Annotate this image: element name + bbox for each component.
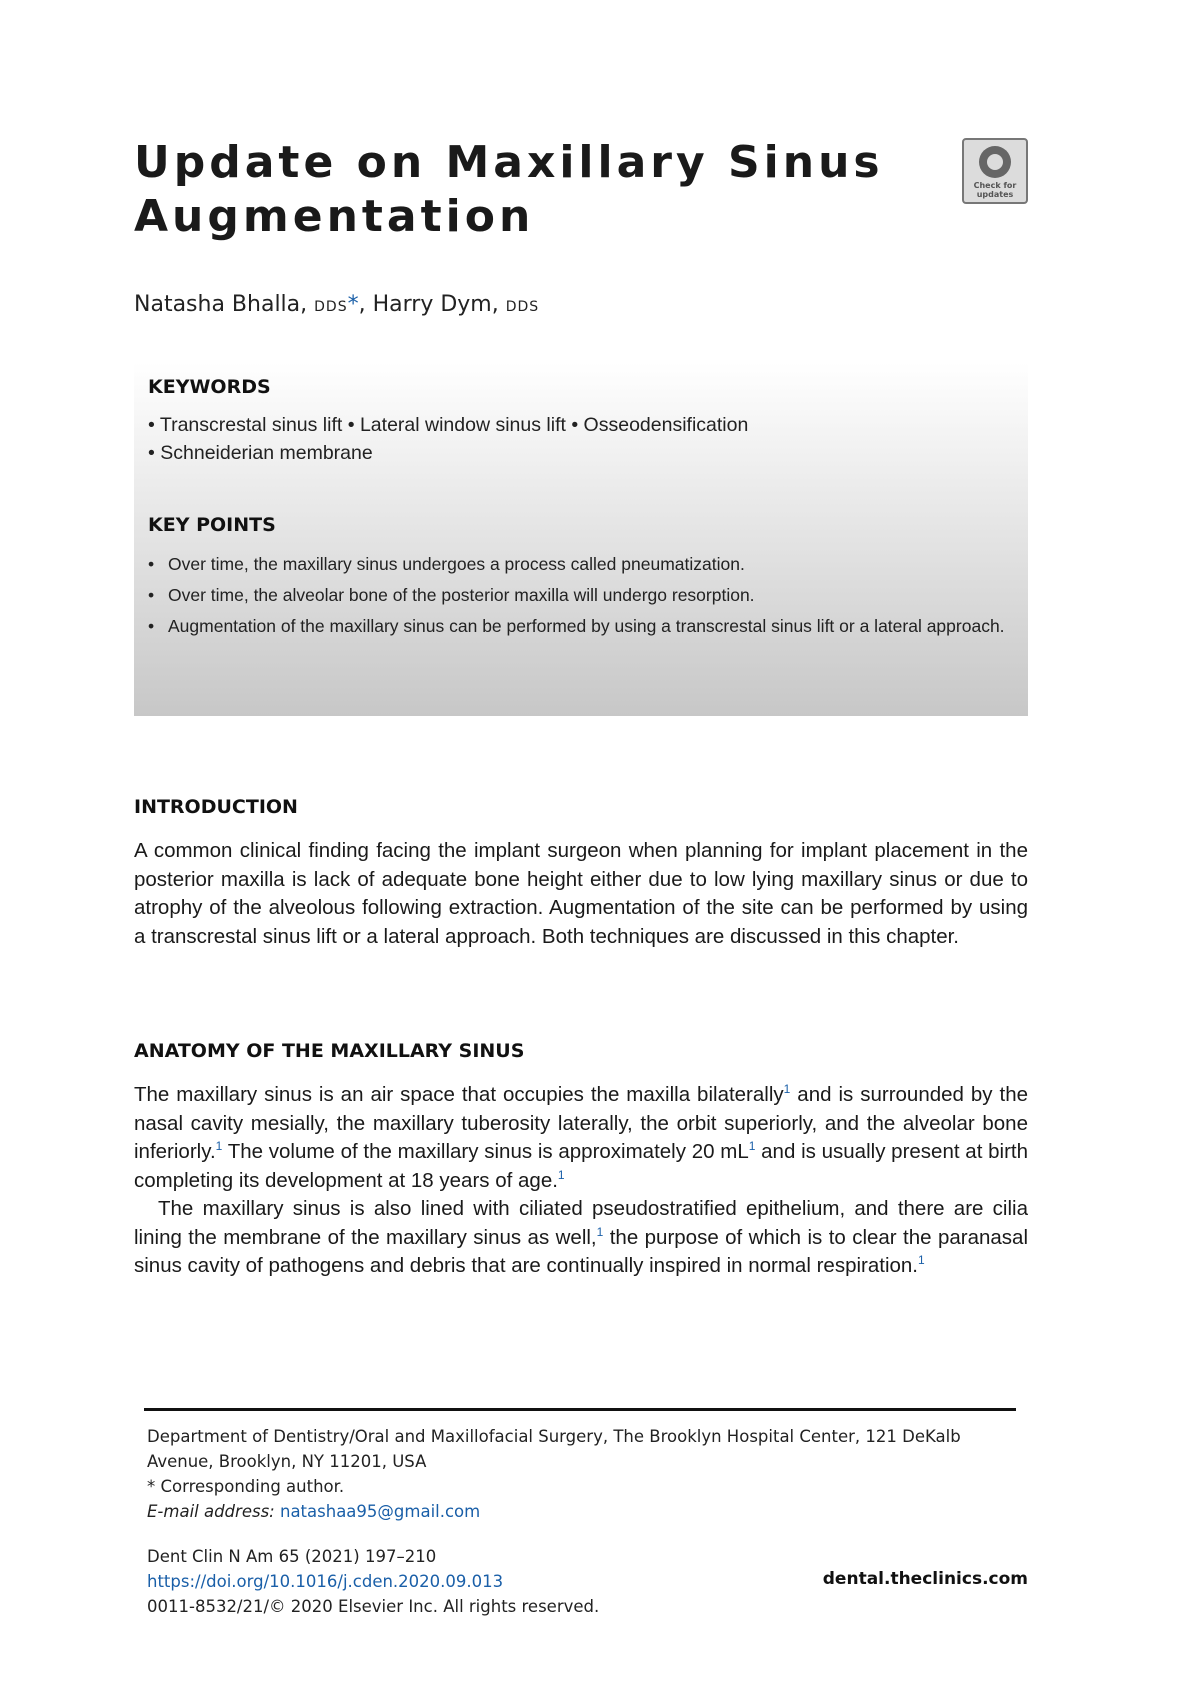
key-point-item: • Augmentation of the maxillary sinus can be performed by using a transcrestal sinus lift or a lateral approach. [148, 614, 1018, 639]
email-label: E-mail address: [147, 1502, 275, 1521]
keywords-keypoints-box [134, 362, 1028, 716]
author-1-name: Natasha Bhalla, [134, 292, 308, 317]
anatomy-text: the purpose of which is to clear the paranasal sinus cavity of pathogens and debris that are continually inspired in normal respiration. [134, 1225, 1028, 1277]
reference-link[interactable]: 1 [748, 1139, 756, 1154]
anatomy-paragraph-1 [134, 1081, 1028, 1195]
email-link[interactable]: natashaa95@gmail.com [279, 1502, 481, 1521]
key-points-list [148, 552, 1018, 645]
anatomy-paragraph-2 [134, 1195, 1028, 1281]
article-title: Update on Maxillary Sinus Augmentation [134, 137, 884, 242]
corresponding-note: * Corresponding author. [147, 1477, 345, 1496]
introduction-heading: INTRODUCTION [134, 796, 298, 818]
reference-link[interactable]: 1 [596, 1224, 604, 1239]
footnote-divider [144, 1408, 1016, 1411]
reference-link[interactable]: 1 [215, 1139, 223, 1154]
crossmark-icon [979, 146, 1011, 178]
anatomy-text: and is usually present at birth completing its development at 18 years of age. [134, 1140, 1028, 1192]
check-for-updates-badge[interactable] [962, 138, 1028, 204]
footnote-block [147, 1424, 1019, 1524]
affiliation: Department of Dentistry/Oral and Maxillofacial Surgery, The Brooklyn Hospital Center, 121 DeKalb Avenue, Brooklyn, NY 11201, USA [147, 1427, 961, 1471]
keywords-line-2: • Schneiderian membrane [148, 442, 373, 464]
author-2-name: Harry Dym, [372, 292, 499, 317]
doi-link[interactable]: https://doi.org/10.1016/j.cden.2020.09.013 [147, 1572, 504, 1591]
keywords-heading: KEYWORDS [148, 376, 271, 398]
key-point-item: • Over time, the maxillary sinus undergoes a process called pneumatization. [148, 552, 1018, 577]
email-line [147, 1499, 1019, 1524]
reference-link[interactable]: 1 [783, 1082, 791, 1097]
anatomy-text: The maxillary sinus is an air space that occupies the maxilla bilaterally [134, 1083, 784, 1106]
keywords-line-1: • Transcrestal sinus lift • Lateral window sinus lift • Osseodensification [148, 414, 749, 436]
anatomy-text: The maxillary sinus is also lined with ciliated pseudostratified epithelium, and there are cilia lining the membrane of the maxillary sinus as well, [134, 1197, 1028, 1249]
introduction-text: A common clinical finding facing the implant surgeon when planning for implant placement in the posterior maxilla is lack of adequate bone height either due to low lying maxillary sinus or due to atrophy of the alveolous following extraction. Augmentation of the site can be performed by using a transcrestal sinus lift or a lateral approach. Both techniques are discussed in this chapter. [134, 839, 1028, 948]
key-points-heading: KEY POINTS [148, 514, 276, 536]
author-2-degree: DDS [505, 299, 540, 315]
crossmark-label: Check for updates [973, 181, 1017, 199]
key-point-item: • Over time, the alveolar bone of the posterior maxilla will undergo resorption. [148, 583, 1018, 608]
author-line [134, 292, 539, 317]
anatomy-heading: ANATOMY OF THE MAXILLARY SINUS [134, 1040, 525, 1062]
anatomy-text: and is surrounded by the nasal cavity mesially, the maxillary tuberosity laterally, the orbit superiorly, and the alveolar bone inferiorly. [134, 1083, 1028, 1163]
copyright-line: 0011-8532/21/© 2020 Elsevier Inc. All rights reserved. [147, 1597, 600, 1616]
anatomy-section [134, 1081, 1028, 1281]
journal-website-link[interactable]: dental.theclinics.com [822, 1569, 1028, 1589]
anatomy-text: The volume of the maxillary sinus is approximately 20 mL [222, 1140, 749, 1163]
reference-link[interactable]: 1 [918, 1253, 925, 1268]
author-1-degree: DDS [314, 299, 348, 315]
reference-link[interactable]: 1 [557, 1167, 565, 1182]
introduction-paragraph [134, 837, 1028, 951]
journal-citation: Dent Clin N Am 65 (2021) 197–210 [147, 1547, 437, 1566]
author-separator: , [358, 292, 366, 317]
corresponding-author-mark[interactable]: * [347, 292, 359, 317]
